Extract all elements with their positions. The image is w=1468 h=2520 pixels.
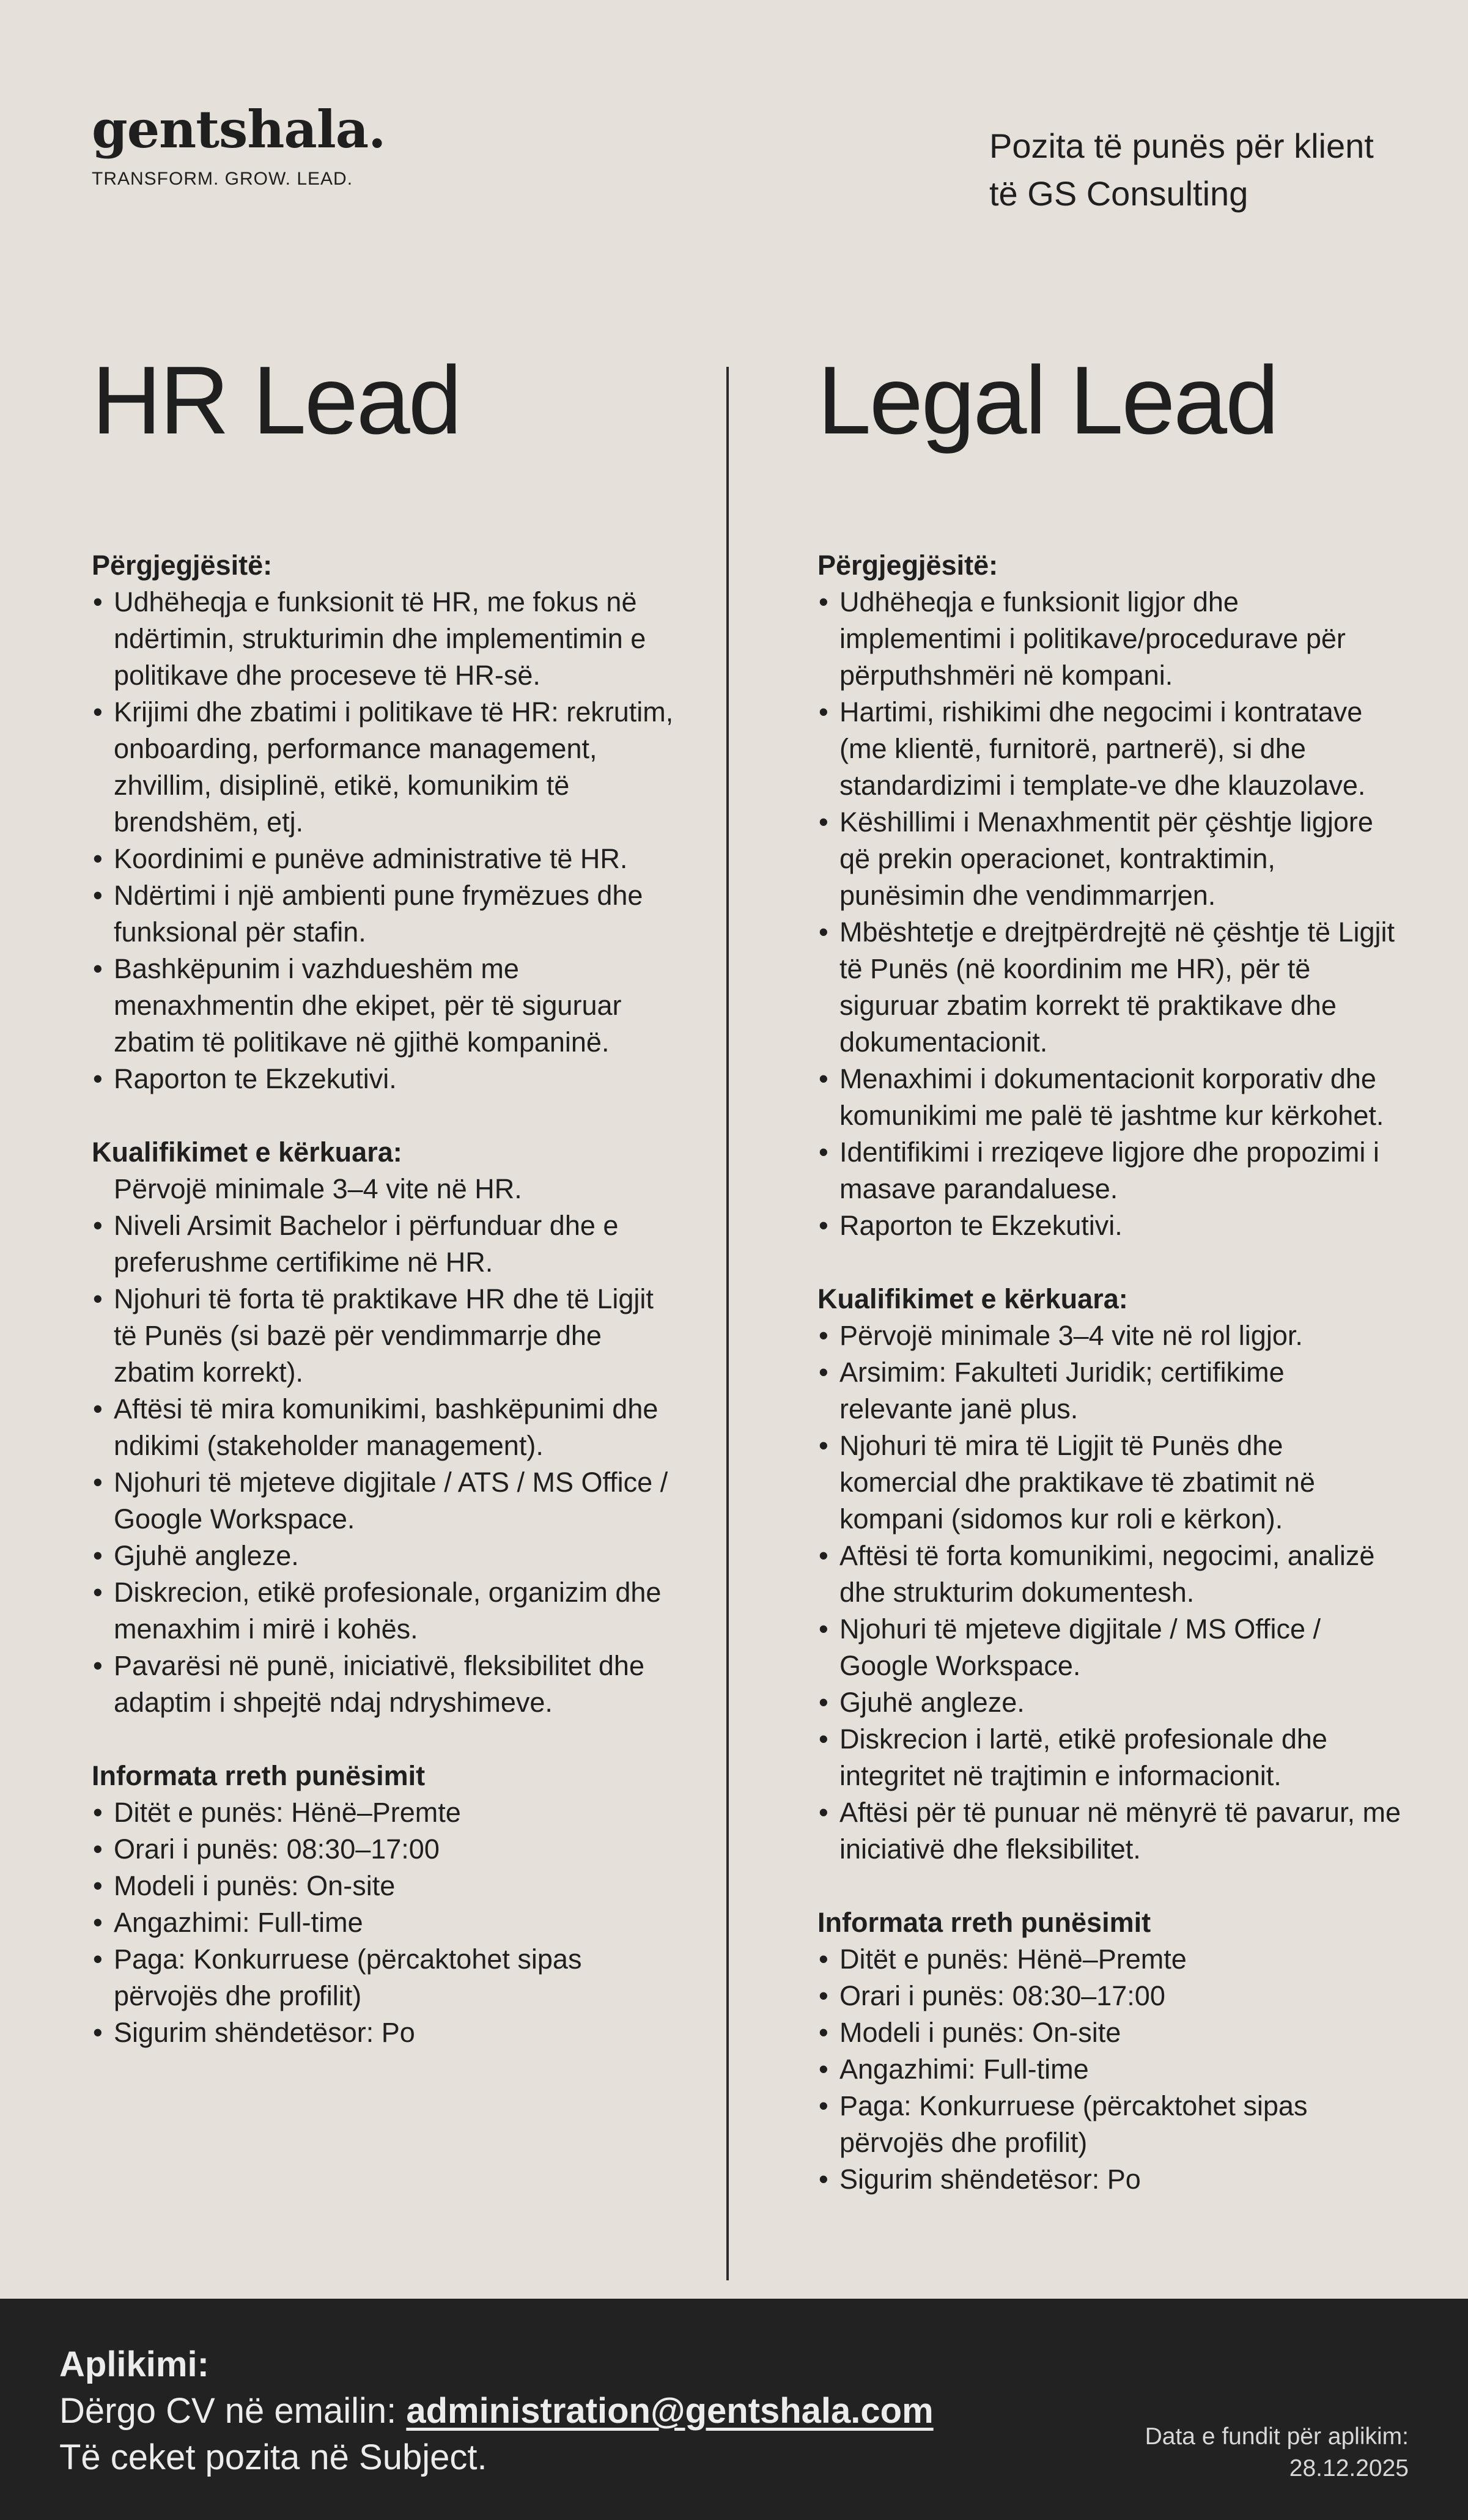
list-item <box>92 1574 679 1648</box>
deadline-date: 28.12.2025 <box>1289 2455 1409 2481</box>
list-item <box>817 2161 1404 2198</box>
list-item <box>817 2088 1404 2161</box>
list-item <box>92 584 679 694</box>
list-item-text: Modeli i punës: On-site <box>114 1870 396 1901</box>
hr-employment-info-section <box>92 1758 679 2051</box>
send-cv-label: Dërgo CV në emailin: <box>59 2391 407 2431</box>
deadline-label: Data e fundit për aplikim: <box>1145 2423 1409 2450</box>
list-item <box>92 1831 679 1868</box>
list-item <box>817 2051 1404 2088</box>
bullet-icon: • <box>819 806 828 838</box>
column-divider <box>726 367 729 2280</box>
hr-responsibilities-section <box>92 547 679 1097</box>
list-item-text: Njohuri të mjeteve digjitale / MS Office / Google Workspace. <box>839 1613 1321 1681</box>
list-item-text: Udhëheqja e funksionit ligjor dhe implementimi i politikave/procedurave për përputhshmëri në kompani. <box>839 586 1346 691</box>
list-item <box>92 1868 679 1904</box>
list-item <box>817 2014 1404 2051</box>
bullet-icon: • <box>819 1613 828 1645</box>
list-item <box>92 1464 679 1538</box>
list-item-text: Aftësi të forta komunikimi, negocimi, analizë dhe strukturim dokumentesh. <box>839 1540 1375 1608</box>
list-item-text: Krijimi dhe zbatimi i politikave të HR: rekrutim, onboarding, performance management, zhvillim, disiplinë, etikë, komunikim të brendshëm, etj. <box>114 696 674 838</box>
bullet-icon: • <box>819 586 828 617</box>
list-item-text: Diskrecion i lartë, etikë profesionale dhe integritet në trajtimin e informacionit. <box>839 1723 1327 1791</box>
list-item-text: Aftësi të mira komunikimi, bashkëpunimi dhe ndikimi (stakeholder management). <box>114 1393 658 1461</box>
bullet-icon: • <box>93 1210 103 1241</box>
list-item <box>817 1061 1404 1134</box>
client-title-line-1: Pozita të punës për klient <box>989 127 1374 165</box>
list-item <box>92 1648 679 1721</box>
list-item <box>92 1207 679 1281</box>
bullet-icon: • <box>819 1687 828 1718</box>
bullet-icon: • <box>93 953 103 984</box>
bullet-icon: • <box>93 1467 103 1498</box>
legal-responsibilities-section <box>817 547 1404 1244</box>
application-footer <box>0 2299 1468 2520</box>
list-item <box>92 951 679 1061</box>
list-item <box>817 584 1404 694</box>
list-item-text: Sigurim shëndetësor: Po <box>114 2017 415 2048</box>
bullet-icon: • <box>93 1577 103 1608</box>
bullet-icon: • <box>93 880 103 911</box>
list-item-text: Njohuri të mjeteve digjitale / ATS / MS Office / Google Workspace. <box>114 1467 668 1534</box>
send-cv-line <box>59 2388 934 2434</box>
list-item <box>92 841 679 877</box>
list-item <box>92 1281 679 1391</box>
bullet-icon: • <box>819 1723 828 1755</box>
bullet-icon: • <box>819 1357 828 1388</box>
application-heading: Aplikimi: <box>59 2345 209 2384</box>
bullet-icon: • <box>819 2164 828 2195</box>
list-item <box>817 1134 1404 1207</box>
bullet-icon: • <box>819 1540 828 1571</box>
legal-qualifications-list <box>817 1317 1404 1868</box>
hr-qualifications-heading: Kualifikimet e kërkuara: <box>92 1137 402 1168</box>
list-item-text: Orari i punës: 08:30–17:00 <box>839 1980 1165 2011</box>
list-item <box>817 1978 1404 2014</box>
list-item-text: Njohuri të forta të praktikave HR dhe të Ligjit të Punës (si bazë për vendimmarrje dhe zbatim korrekt). <box>114 1283 654 1388</box>
bullet-icon: • <box>819 1320 828 1351</box>
logo-wordmark: gentshala. <box>92 99 386 160</box>
list-item <box>817 1538 1404 1611</box>
bullet-icon: • <box>93 1943 103 1975</box>
logo-tagline: TRANSFORM. GROW. LEAD. <box>92 169 353 189</box>
hr-qualifications-list <box>92 1171 679 1721</box>
bullet-icon: • <box>93 2017 103 2048</box>
list-item-text: Sigurim shëndetësor: Po <box>839 2164 1141 2195</box>
legal-employment-info-heading: Informata rreth punësimit <box>817 1907 1151 1938</box>
list-item <box>92 1171 679 1207</box>
list-item <box>92 877 679 951</box>
bullet-icon: • <box>93 843 103 874</box>
list-item-text: Aftësi për të punuar në mënyrë të pavarur, me iniciativë dhe fleksibilitet. <box>839 1797 1401 1865</box>
list-item-text: Paga: Konkurruese (përcaktohet sipas përvojës dhe profilit) <box>839 2090 1308 2158</box>
list-item <box>817 1794 1404 1868</box>
hr-employment-info-list <box>92 1794 679 2051</box>
list-item <box>817 1354 1404 1428</box>
legal-lead-column <box>817 345 1404 2234</box>
list-item <box>817 1684 1404 1721</box>
client-title <box>989 122 1405 218</box>
hr-lead-column <box>92 345 679 2088</box>
list-item-text: Ditët e punës: Hënë–Premte <box>114 1797 461 1828</box>
list-item-text: Bashkëpunim i vazhdueshëm me menaxhmentin dhe ekipet, për të siguruar zbatim të politikave në gjithë kompaninë. <box>114 953 622 1058</box>
list-item <box>92 1061 679 1097</box>
bullet-icon: • <box>819 1980 828 2011</box>
bullet-icon: • <box>819 2090 828 2121</box>
list-item-text: Mbështetje e drejtpërdrejtë në çështje të Ligjit të Punës (në koordinim me HR), për të siguruar zbatim korrekt të praktikave dhe dokumentacionit. <box>839 916 1395 1058</box>
bullet-icon: • <box>819 1797 828 1828</box>
application-email-link[interactable]: administration@gentshala.com <box>406 2391 934 2431</box>
hr-qualifications-section <box>92 1134 679 1721</box>
list-item-text: Menaxhimi i dokumentacionit korporativ dhe komunikimi me palë të jashtme kur kërkohet. <box>839 1063 1384 1131</box>
list-item-text: Paga: Konkurruese (përcaktohet sipas përvojës dhe profilit) <box>114 1943 582 2011</box>
list-item <box>817 694 1404 804</box>
list-item <box>92 1904 679 1941</box>
bullet-icon: • <box>93 696 103 728</box>
bullet-icon: • <box>93 1833 103 1865</box>
bullet-icon: • <box>819 2017 828 2048</box>
subject-note: Të ceket pozita në Subject. <box>59 2437 487 2477</box>
list-item <box>92 1538 679 1574</box>
list-item <box>817 1207 1404 1244</box>
legal-employment-info-section <box>817 1904 1404 2198</box>
hr-responsibilities-heading: Përgjegjësitë: <box>92 550 273 581</box>
application-deadline <box>1145 2421 1409 2485</box>
hr-responsibilities-list <box>92 584 679 1097</box>
application-info <box>59 2341 934 2481</box>
list-item <box>92 1391 679 1464</box>
bullet-icon: • <box>819 696 828 728</box>
list-item-text: Njohuri të mira të Ligjit të Punës dhe komercial dhe praktikave të zbatimit në kompani (sidomos kur roli e kërkon). <box>839 1430 1315 1534</box>
bullet-icon: • <box>93 1797 103 1828</box>
bullet-icon: • <box>819 916 828 948</box>
bullet-icon: • <box>819 1137 828 1168</box>
list-item-text: Përvojë minimale 3–4 vite në rol ligjor. <box>839 1320 1303 1351</box>
bullet-icon: • <box>819 1210 828 1241</box>
hr-employment-info-heading: Informata rreth punësimit <box>92 1760 426 1791</box>
bullet-icon: • <box>93 1870 103 1901</box>
list-item <box>817 1721 1404 1794</box>
list-item <box>817 1428 1404 1538</box>
list-item <box>92 1794 679 1831</box>
bullet-icon: • <box>93 1063 103 1094</box>
list-item-text: Ditët e punës: Hënë–Premte <box>839 1943 1187 1975</box>
list-item-text: Hartimi, rishikimi dhe negocimi i kontratave (me klientë, furnitorë, partnerë), si dhe standardizimi i template-ve dhe klauzolave. <box>839 696 1366 801</box>
list-item <box>817 1941 1404 1978</box>
list-item-text: Përvojë minimale 3–4 vite në HR. <box>114 1173 522 1204</box>
list-item-text: Pavarësi në punë, iniciativë, fleksibilitet dhe adaptim i shpejtë ndaj ndryshimeve. <box>114 1650 644 1718</box>
list-item-text: Koordinimi e punëve administrative të HR. <box>114 843 628 874</box>
bullet-icon: • <box>93 1393 103 1424</box>
list-item-text: Këshillimi i Menaxhmentit për çështje ligjore që prekin operacionet, kontraktimin, punësimin dhe vendimmarrjen. <box>839 806 1373 911</box>
list-item-text: Raporton te Ekzekutivi. <box>839 1210 1123 1241</box>
bullet-icon: • <box>93 1283 103 1314</box>
list-item-text: Arsimim: Fakulteti Juridik; certifikime relevante janë plus. <box>839 1357 1285 1424</box>
list-item-text: Orari i punës: 08:30–17:00 <box>114 1833 440 1865</box>
bullet-icon: • <box>93 1907 103 1938</box>
bullet-icon: • <box>93 586 103 617</box>
list-item-text: Udhëheqja e funksionit të HR, me fokus në ndërtimin, strukturimin dhe implementimin e politikave dhe proceseve të HR-së. <box>114 586 646 691</box>
bullet-icon: • <box>819 1430 828 1461</box>
list-item-text: Diskrecion, etikë profesionale, organizim dhe menaxhim i mirë i kohës. <box>114 1577 662 1645</box>
client-title-line-2: të GS Consulting <box>989 174 1249 213</box>
list-item <box>92 1941 679 2014</box>
company-logo <box>92 99 386 190</box>
legal-responsibilities-heading: Përgjegjësitë: <box>817 550 998 581</box>
legal-qualifications-heading: Kualifikimet e kërkuara: <box>817 1283 1128 1314</box>
legal-qualifications-section <box>817 1281 1404 1868</box>
bullet-icon: • <box>819 1943 828 1975</box>
list-item <box>817 1317 1404 1354</box>
list-item-text: Gjuhë angleze. <box>114 1540 299 1571</box>
legal-responsibilities-list <box>817 584 1404 1244</box>
bullet-icon: • <box>819 1063 828 1094</box>
bullet-icon: • <box>93 1650 103 1681</box>
hr-lead-title: HR Lead <box>92 347 460 454</box>
list-item-text: Gjuhë angleze. <box>839 1687 1025 1718</box>
list-item <box>817 1611 1404 1684</box>
list-item-text: Modeli i punës: On-site <box>839 2017 1121 2048</box>
list-item <box>92 694 679 841</box>
list-item-text: Raporton te Ekzekutivi. <box>114 1063 397 1094</box>
bullet-icon: • <box>819 2054 828 2085</box>
legal-employment-info-list <box>817 1941 1404 2198</box>
list-item-text: Niveli Arsimit Bachelor i përfunduar dhe e preferushme certifikime në HR. <box>114 1210 619 1278</box>
list-item-text: Angazhimi: Full-time <box>839 2054 1089 2085</box>
list-item <box>92 2014 679 2051</box>
list-item-text: Identifikimi i rreziqeve ligjore dhe propozimi i masave parandaluese. <box>839 1137 1379 1204</box>
list-item-text: Ndërtimi i një ambienti pune frymëzues dhe funksional për stafin. <box>114 880 643 948</box>
list-item <box>817 914 1404 1061</box>
bullet-icon: • <box>93 1540 103 1571</box>
list-item <box>817 804 1404 914</box>
legal-lead-title: Legal Lead <box>817 347 1277 454</box>
list-item-text: Angazhimi: Full-time <box>114 1907 363 1938</box>
